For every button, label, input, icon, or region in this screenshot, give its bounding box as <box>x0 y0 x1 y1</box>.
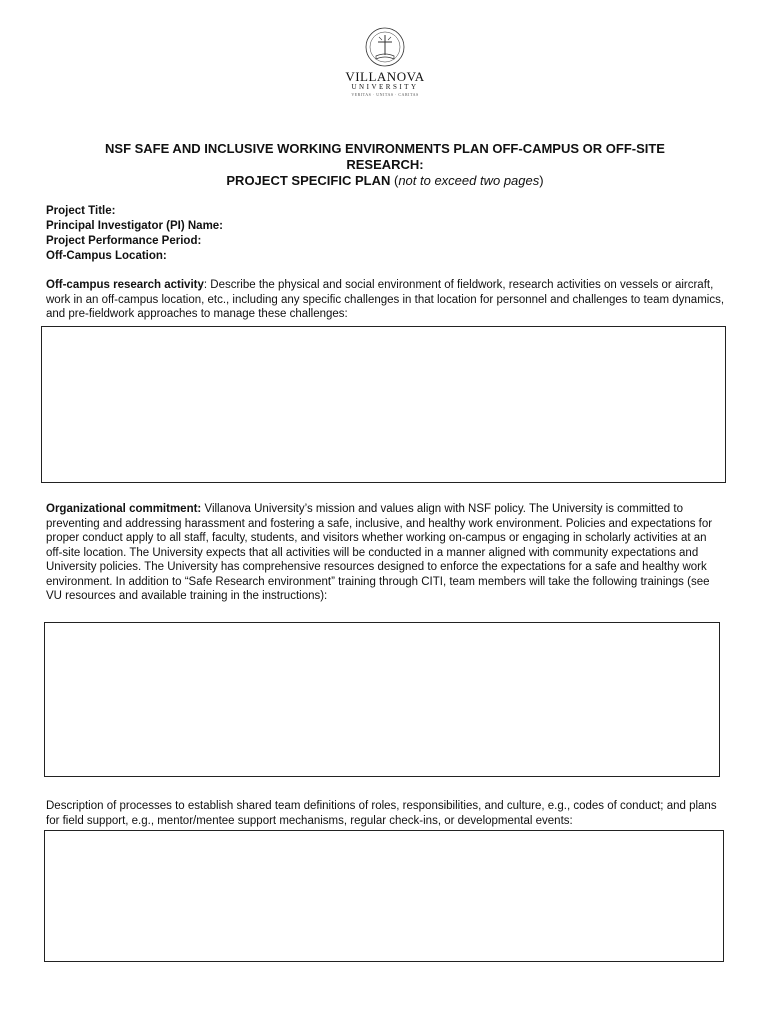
section-commitment-text <box>46 502 726 604</box>
section-offcampus-description: : Describe the physical and social environment of fieldwork, research activities on vessels or aircraft, work in an off-campus location, etc., including any specific challenges in that location for personnel and challenges to team dynamics, and pre-fieldwork approaches to manage these challenges: <box>46 279 725 320</box>
trainings-textbox[interactable] <box>44 622 720 777</box>
performance-period-label: Project Performance Period: <box>46 235 202 247</box>
seal-icon <box>363 25 407 69</box>
heading-paren-open: ( <box>390 173 399 188</box>
section-offcampus-label: Off-campus research activity <box>46 279 204 291</box>
logo-name: VILLANOVA <box>345 69 425 84</box>
section-commitment-description: Villanova University’s mission and values align with NSF policy. The University is committed to preventing and addressing harassment and fostering a safe, inclusive, and healthy work environment. Policies and expectations for proper conduct apply to all staff, faculty, students, and visitors whether working on-campus or engaging in scholarly activities at an off-site location. The University expects that all activities will be conducted in a manner aligned with community expectations and University policies. The University has comprehensive resources designed to enforce the expectations for a safe and healthy work environment. In addition to “Safe Research environment” training through CITI, team members will take the following trainings (see VU resources and available training in the instructions): <box>46 503 713 602</box>
logo-subtitle: UNIVERSITY <box>351 83 419 91</box>
section-commitment-label: Organizational commitment: <box>46 503 202 515</box>
section-offcampus-text <box>46 278 726 322</box>
heading-line-1: NSF SAFE AND INCLUSIVE WORKING ENVIRONMENTS PLAN OFF-CAMPUS OR OFF-SITE <box>105 141 665 156</box>
location-label: Off-Campus Location: <box>46 250 167 262</box>
project-fields <box>46 204 223 264</box>
heading-paren-close: ) <box>539 173 544 188</box>
heading-page-limit: not to exceed two pages <box>398 173 540 188</box>
logo-motto: VERITAS · UNITAS · CARITAS <box>351 92 419 97</box>
form-heading <box>40 141 730 189</box>
heading-line-2: RESEARCH: <box>346 157 424 172</box>
heading-plan-title: PROJECT SPECIFIC PLAN <box>226 173 391 188</box>
team-processes-textbox[interactable] <box>44 830 724 962</box>
pi-name-label: Principal Investigator (PI) Name: <box>46 220 224 232</box>
university-logo <box>330 25 440 115</box>
offcampus-activity-textbox[interactable] <box>41 326 726 483</box>
section-processes-text: Description of processes to establish shared team definitions of roles, responsibilities, and culture, e.g., codes of conduct; and plans for field support, e.g., mentor/mentee support mechanisms, regular check-ins, or developmental events: <box>46 800 717 827</box>
project-title-label: Project Title: <box>46 205 116 217</box>
heading-line-3 <box>40 173 730 189</box>
